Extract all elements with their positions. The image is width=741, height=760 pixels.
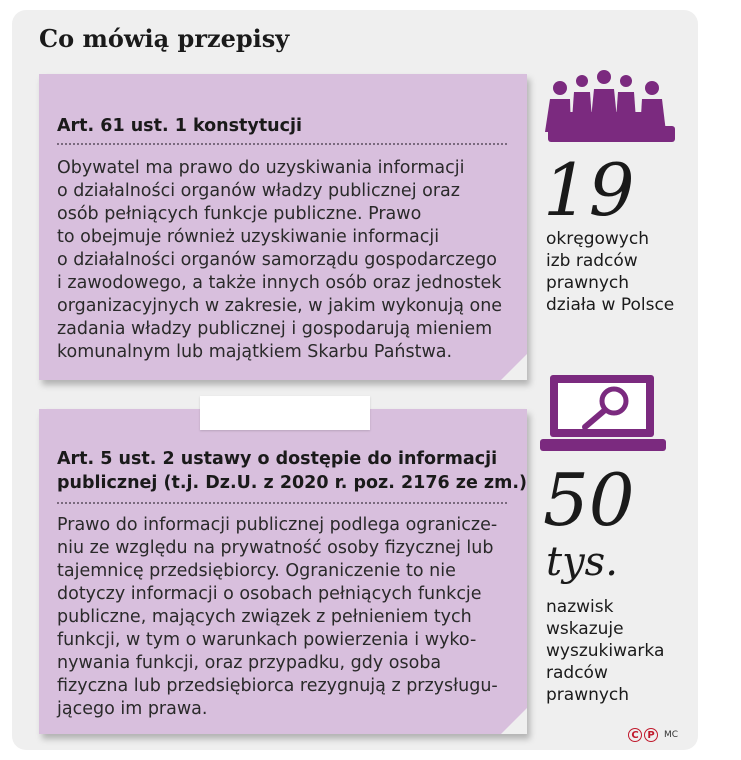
note-heading [57, 447, 527, 495]
caption-line: nazwisk [546, 597, 614, 617]
dotted-divider [57, 502, 507, 504]
note-line: organizacyjnych w zakresie, w jakim wykonują one [57, 296, 503, 316]
stat-number: 19 [543, 148, 635, 232]
note-line: komunalnym lub majątkiem Skarbu Państwa. [57, 342, 453, 362]
publisher-icon: P [644, 728, 658, 742]
caption-line: izb radców [546, 251, 638, 271]
note-line: Prawo do informacji publicznej podlega ogranicze- [57, 515, 498, 535]
note-body [57, 157, 502, 364]
stat-caption [546, 596, 664, 706]
stat-unit: tys. [546, 539, 618, 585]
caption-line: wskazuje [546, 619, 624, 639]
stat-caption [546, 228, 674, 316]
note-line: osób pełniących funkcje publiczne. Prawo [57, 204, 422, 224]
note-line: zadania władzy publicznej i gospodarują mieniem [57, 319, 493, 339]
note-line: funkcji, w tym o warunkach powierzenia i wyko- [57, 630, 477, 650]
note-fold-corner [501, 708, 527, 734]
note-line: publiczne, mających związek z pełnieniem tych [57, 607, 472, 627]
note-line: Obywatel ma prawo do uzyskiwania informacji [57, 158, 465, 178]
note-heading: Art. 61 ust. 1 konstytucji [57, 116, 303, 136]
note-line: nywania funkcji, oraz przypadku, gdy osoba [57, 653, 442, 673]
caption-line: działa w Polsce [546, 295, 675, 315]
note-heading-line: Art. 5 ust. 2 ustawy o dostępie do informacji [57, 449, 498, 469]
note-line: fizyczna lub przedsiębiorca rezygnują z przysługu- [57, 676, 498, 696]
tape-strip [200, 396, 370, 430]
note-line: i zawodowego, a także innych osób oraz jednostek [57, 273, 502, 293]
author-initials: MC [664, 730, 679, 740]
caption-line: radców [546, 663, 608, 683]
note-line: to obejmuje również uzyskiwanie informacji [57, 227, 440, 247]
note-body [57, 514, 498, 721]
note-line: niu ze względu na prywatność osoby fizycznej lub [57, 538, 494, 558]
credit-badge [628, 728, 678, 742]
caption-line: wyszukiwarka [546, 641, 665, 661]
dotted-divider [57, 143, 507, 145]
page-title: Co mówią przepisy [39, 24, 290, 53]
note-line: o działalności organów władzy publicznej oraz [57, 181, 460, 201]
note-line: jącego im prawa. [57, 699, 208, 719]
note-heading-line: publicznej (t.j. Dz.U. z 2020 r. poz. 2176 ze zm.) [57, 473, 527, 493]
caption-line: prawnych [546, 685, 630, 705]
meeting-icon [545, 68, 678, 146]
laptop-search-icon [540, 373, 666, 453]
note-line: dotyczy informacji o osobach pełniących funkcje [57, 584, 482, 604]
note-fold-corner [501, 354, 527, 380]
note-line: tajemnicę przedsiębiorcy. Ograniczenie to nie [57, 561, 456, 581]
copyright-icon: C [628, 728, 642, 742]
stat-number: 50 [543, 458, 635, 542]
caption-line: okręgowych [546, 229, 649, 249]
note-line: o działalności organów samorządu gospodarczego [57, 250, 498, 270]
caption-line: prawnych [546, 273, 630, 293]
